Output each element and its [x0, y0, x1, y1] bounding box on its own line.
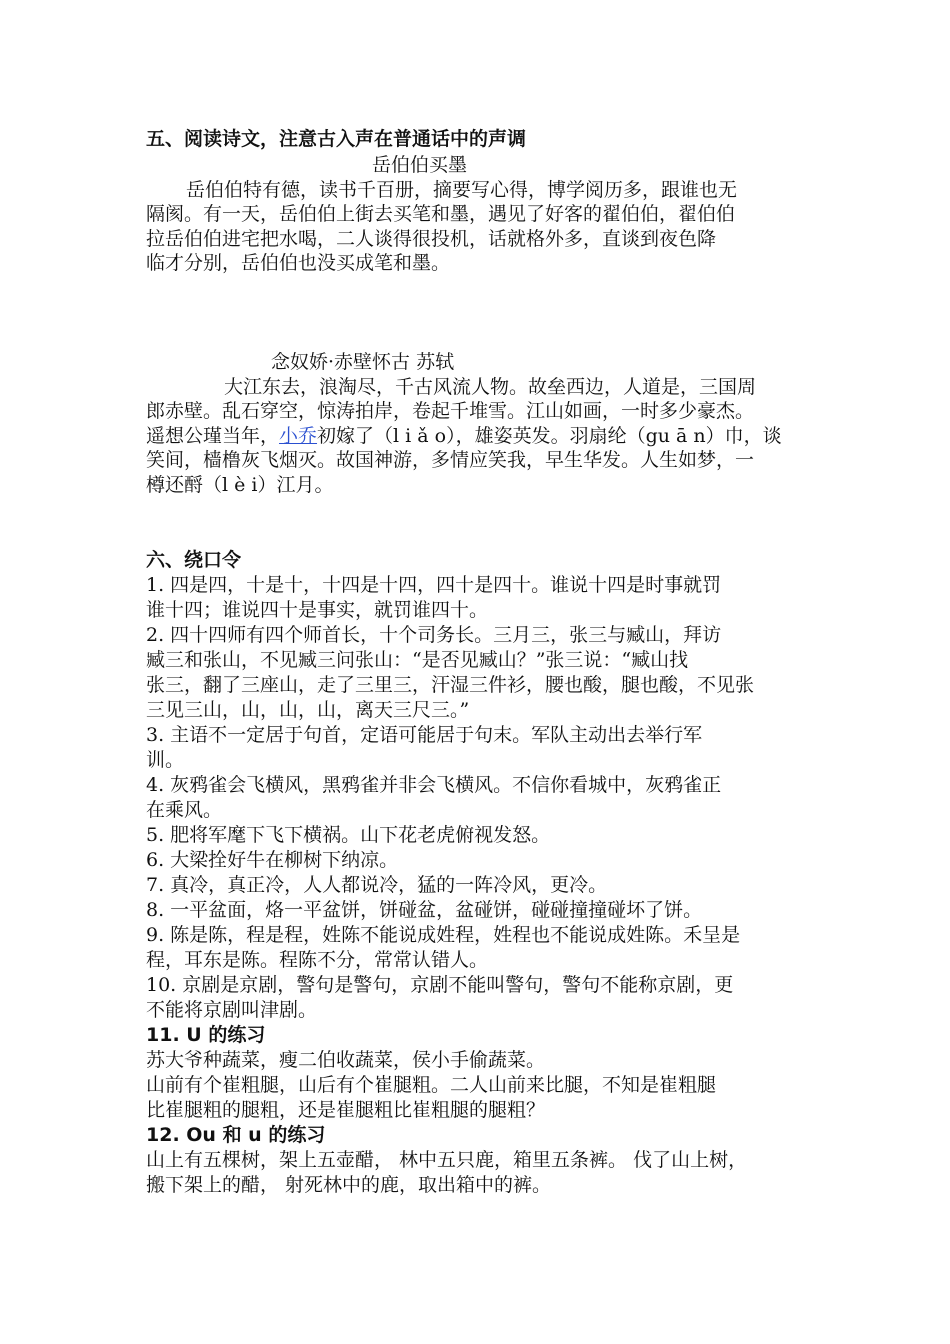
tongue-twister-line: 2. 四十四师有四个师首长，十个司务长。三月三，张三与臧山，拜访	[146, 624, 722, 646]
tongue-twister-line: 在乘风。	[146, 799, 223, 821]
tongue-twister-line: 谁十四；谁说四十是事实，就罚谁四十。	[146, 599, 489, 621]
tongue-twister-line: 7. 真冷，真正冷，人人都说冷，猛的一阵冷风，更冷。	[146, 874, 608, 896]
tongue-twister-line: 4. 灰鸦雀会飞横风，黑鸦雀并非会飞横风。不信你看城中，灰鸦雀正	[146, 774, 722, 796]
tongue-twister-line: 训。	[146, 749, 185, 771]
tongue-twister-line: 8. 一平盆面，烙一平盆饼，饼碰盆，盆碰饼，碰碰撞撞碰坏了饼。	[146, 899, 703, 921]
passage-1-line: 拉岳伯伯进宅把水喝，二人谈得很投机，话就格外多，直谈到夜色降	[146, 228, 717, 250]
exercise-12-line: 搬下架上的醋， 射死林中的鹿，取出箱中的裤。	[146, 1174, 552, 1196]
tongue-twister-line: 臧三和张山，不见臧三问张山：“是否见臧山？”张三说：“臧山找	[146, 649, 689, 671]
exercise-11-line: 山前有个崔粗腿，山后有个崔腿粗。二人山前来比腿，不知是崔粗腿	[146, 1074, 717, 1096]
poem-line: 笑间，樯橹灰飞烟灭。故国神游，多情应笑我，早生华发。人生如梦，一	[146, 449, 755, 471]
poem-line-text: 初嫁了（l i ǎ o），雄姿英发。羽扇纶（gu ā n）巾，谈	[317, 425, 782, 447]
poem-line: 大江东去，浪淘尽，千古风流人物。故垒西边，人道是，三国周	[224, 376, 757, 398]
poem-line-text: 遥想公瑾当年，	[146, 425, 280, 447]
tongue-twister-line: 5. 肥将军麾下飞下横祸。山下花老虎俯视发怒。	[146, 824, 551, 846]
xiaoqiao-link[interactable]: 小乔	[279, 425, 318, 447]
poem-line: 樽还酹（l è i）江月。	[146, 474, 334, 496]
exercise-11-heading: 11. U 的练习	[146, 1024, 266, 1046]
tongue-twister-line: 10. 京剧是京剧，警句是警句，京剧不能叫警句，警句不能称京剧，更	[146, 974, 734, 996]
passage-1-line: 临才分别，岳伯伯也没买成笔和墨。	[146, 252, 451, 274]
passage-1-line: 岳伯伯特有德，读书千百册，摘要写心得，博学阅历多，跟谁也无	[186, 179, 738, 201]
tongue-twister-line: 6. 大梁拴好牛在柳树下纳凉。	[146, 849, 399, 871]
passage-1-title: 岳伯伯买墨	[372, 154, 468, 176]
exercise-12-heading: 12. Ou 和 u 的练习	[146, 1124, 326, 1146]
passage-1-line: 隔阂。有一天，岳伯伯上街去买笔和墨，遇见了好客的翟伯伯，翟伯伯	[146, 203, 736, 225]
exercise-11-line: 比崔腿粗的腿粗，还是崔腿粗比崔粗腿的腿粗？	[146, 1099, 546, 1121]
tongue-twister-line: 9. 陈是陈，程是程，姓陈不能说成姓程，姓程也不能说成姓陈。禾呈是	[146, 924, 741, 946]
tongue-twister-line: 程，耳东是陈。程陈不分，常常认错人。	[146, 949, 489, 971]
section-5-heading: 五、阅读诗文，注意古入声在普通话中的声调	[146, 128, 527, 150]
exercise-11-line: 苏大爷种蔬菜，瘦二伯收蔬菜，侯小手偷蔬菜。	[146, 1049, 546, 1071]
exercise-12-line: 山上有五棵树，架上五壶醋， 林中五只鹿，箱里五条裤。 伐了山上树，	[146, 1149, 748, 1171]
tongue-twister-line: 张三，翻了三座山，走了三里三，汗湿三件衫，腰也酸，腿也酸，不见张	[146, 674, 755, 696]
tongue-twister-line: 三见三山，山，山，山，离天三尺三。”	[146, 699, 470, 721]
poem-line	[146, 424, 782, 448]
tongue-twister-line: 3. 主语不一定居于句首，定语可能居于句末。军队主动出去举行军	[146, 724, 703, 746]
tongue-twister-line: 1. 四是四，十是十，十四是十四，四十是四十。谁说十四是时事就罚	[146, 574, 722, 596]
poem-line: 郎赤壁。乱石穿空，惊涛拍岸，卷起千堆雪。江山如画，一时多少豪杰。	[146, 400, 755, 422]
tongue-twister-line: 不能将京剧叫津剧。	[146, 999, 318, 1021]
section-6-heading: 六、绕口令	[146, 549, 242, 571]
poem-title: 念奴娇·赤壁怀古 苏轼	[271, 351, 455, 373]
